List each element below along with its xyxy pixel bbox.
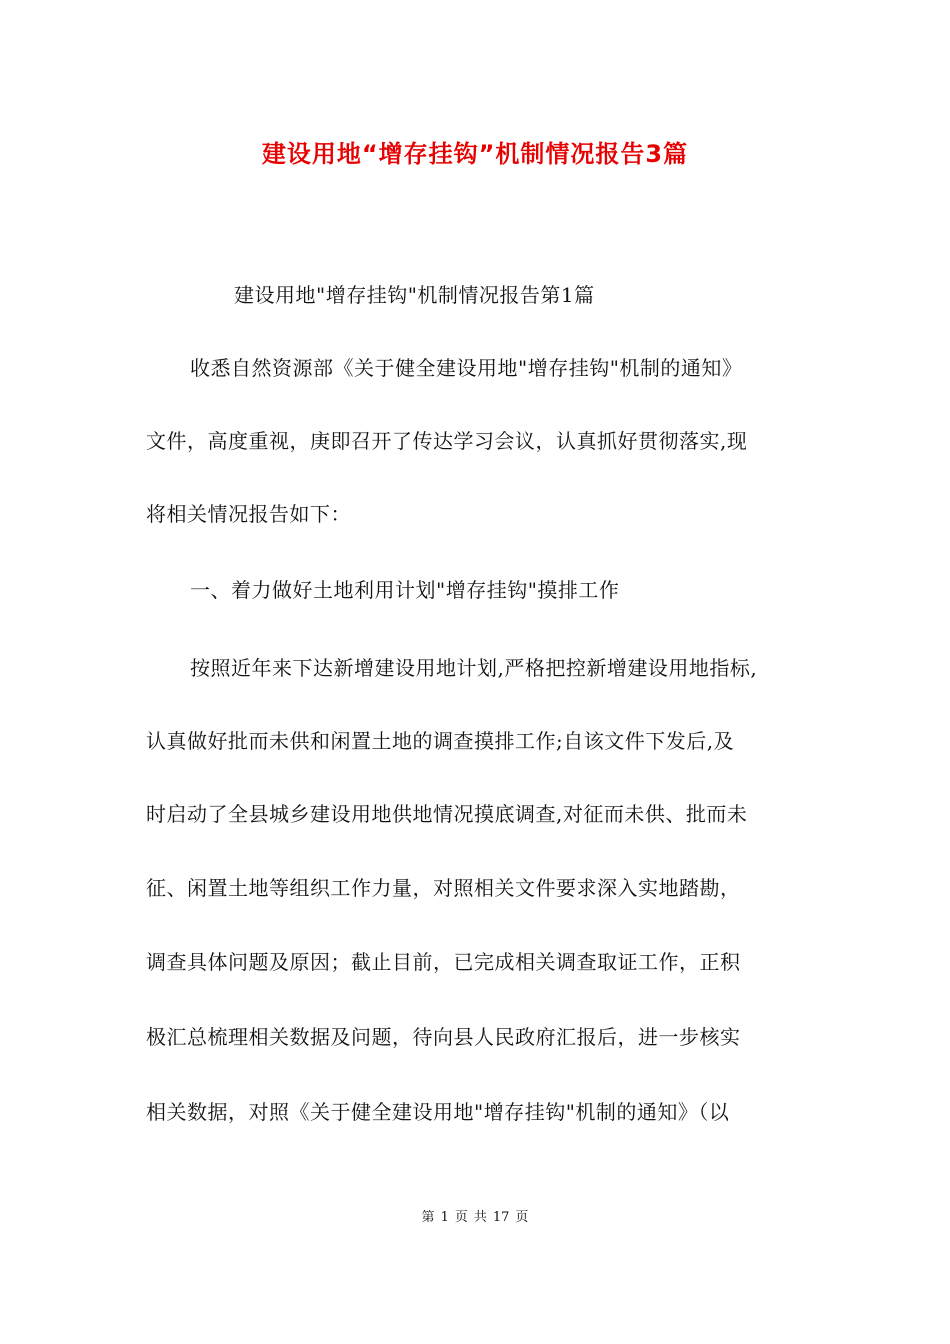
paragraph-line: 调查具体问题及原因；截止目前，已完成相关调查取证工作，正积 [146, 950, 741, 974]
paragraph-line: 相关数据，对照《关于健全建设用地"增存挂钩"机制的通知》（以 [146, 1100, 730, 1124]
section-subtitle: 建设用地"增存挂钩"机制情况报告第1篇 [234, 283, 595, 307]
section-heading: 一、着力做好土地利用计划"增存挂钩"摸排工作 [190, 578, 620, 602]
paragraph-line: 收悉自然资源部《关于健全建设用地"增存挂钩"机制的通知》 [190, 356, 743, 380]
paragraph-line: 时启动了全县城乡建设用地供地情况摸底调查,对征而未供、批而未 [146, 802, 748, 826]
paragraph-line: 文件，高度重视，庚即召开了传达学习会议，认真抓好贯彻落实,现 [146, 429, 748, 453]
document-title: 建设用地“增存挂钩”机制情况报告3篇 [261, 140, 689, 168]
page-footer [0, 1208, 950, 1228]
footer-page-word: 页 [454, 1210, 468, 1225]
total-pages-number: 17 [492, 1210, 510, 1225]
footer-prefix: 第 [421, 1210, 435, 1225]
paragraph-line: 按照近年来下达新增建设用地计划,严格把控新增建设用地指标, [190, 656, 758, 680]
paragraph-line: 征、闲置土地等组织工作力量，对照相关文件要求深入实地踏勘， [146, 876, 741, 900]
paragraph-line: 极汇总梳理相关数据及问题，待向县人民政府汇报后，进一步核实 [146, 1025, 741, 1049]
footer-suffix: 页 [515, 1210, 529, 1225]
paragraph-line: 将相关情况报告如下： [146, 502, 351, 526]
current-page-number: 1 [440, 1210, 449, 1225]
paragraph-line: 认真做好批而未供和闲置土地的调查摸排工作;自该文件下发后,及 [146, 729, 735, 753]
footer-total-word: 共 [473, 1210, 487, 1225]
